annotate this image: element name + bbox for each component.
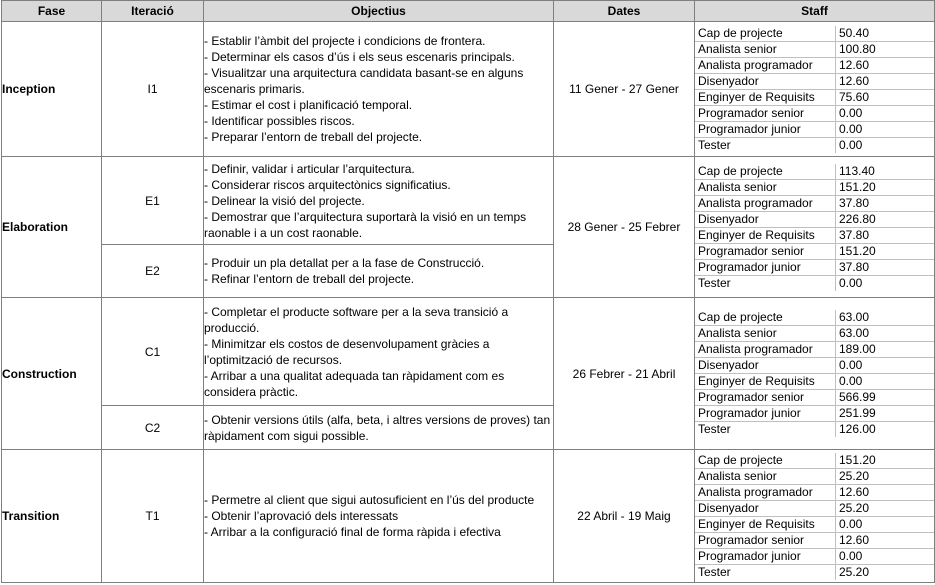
header-staff: Staff bbox=[695, 1, 935, 22]
staff-row bbox=[695, 73, 934, 89]
phase-dates: 28 Gener - 25 Febrer bbox=[554, 157, 695, 298]
staff-value: 12.60 bbox=[836, 73, 935, 89]
iteration-objectives bbox=[204, 298, 554, 406]
staff-role: Programador junior bbox=[695, 121, 836, 137]
staff-row bbox=[695, 105, 934, 121]
phase-staff bbox=[695, 450, 935, 583]
staff-value: 0.00 bbox=[836, 105, 935, 121]
project-plan-table bbox=[1, 0, 935, 583]
iteration-id: T1 bbox=[102, 450, 204, 583]
staff-row bbox=[695, 500, 934, 516]
staff-row bbox=[695, 342, 934, 358]
staff-row bbox=[695, 275, 934, 291]
staff-row bbox=[695, 57, 934, 73]
staff-row bbox=[695, 26, 934, 42]
phase-dates: 11 Gener - 27 Gener bbox=[554, 22, 695, 157]
staff-role: Cap de projecte bbox=[695, 310, 836, 326]
table-row bbox=[2, 298, 935, 406]
staff-value: 151.20 bbox=[836, 179, 935, 195]
staff-role: Analista programador bbox=[695, 484, 836, 500]
iteration-id: I1 bbox=[102, 22, 204, 157]
staff-row bbox=[695, 374, 934, 390]
objective-item: - Identificar possibles riscos. bbox=[204, 114, 355, 128]
phase-name-elaboration: Elaboration bbox=[2, 157, 102, 298]
staff-row bbox=[695, 326, 934, 342]
staff-role: Disenyador bbox=[695, 73, 836, 89]
staff-table bbox=[695, 310, 934, 437]
staff-value: 37.80 bbox=[836, 227, 935, 243]
staff-role: Cap de projecte bbox=[695, 164, 836, 180]
staff-value: 151.20 bbox=[836, 243, 935, 259]
iteration-id: E2 bbox=[102, 245, 204, 298]
iteration-objectives bbox=[204, 406, 554, 450]
staff-table bbox=[695, 164, 934, 291]
staff-row bbox=[695, 390, 934, 406]
staff-table bbox=[695, 26, 934, 153]
iteration-objectives bbox=[204, 157, 554, 245]
staff-role: Enginyer de Requisits bbox=[695, 89, 836, 105]
objective-item: - Obtenir versions útils (alfa, beta, i altres versions de proves) tan ràpidament com sigui possible. bbox=[204, 412, 551, 443]
staff-row bbox=[695, 227, 934, 243]
header-row bbox=[2, 1, 935, 22]
staff-role: Analista programador bbox=[695, 195, 836, 211]
objective-item: - Determinar els casos d’ús i els seus escenaris principals. bbox=[204, 50, 515, 64]
iteration-objectives bbox=[204, 22, 554, 157]
staff-value: 63.00 bbox=[836, 310, 935, 326]
staff-value: 566.99 bbox=[836, 390, 935, 406]
staff-value: 0.00 bbox=[839, 137, 863, 152]
staff-row bbox=[695, 516, 934, 532]
staff-role: Enginyer de Requisits bbox=[695, 516, 836, 532]
objective-item: - Obtenir l’aprovació dels interessats bbox=[204, 509, 399, 523]
objective-item: - Arribar a la configuració final de forma ràpida i efectiva bbox=[204, 525, 501, 539]
staff-role: Tester bbox=[695, 564, 836, 580]
staff-role: Analista programador bbox=[695, 57, 836, 73]
objective-item: - Considerar riscos arquitectònics significatius. bbox=[204, 177, 451, 192]
staff-value: 0.00 bbox=[836, 548, 935, 564]
header-iteracio: Iteració bbox=[102, 1, 204, 22]
staff-role: Analista senior bbox=[695, 41, 836, 57]
header-fase: Fase bbox=[2, 1, 102, 22]
staff-role: Tester bbox=[695, 275, 836, 291]
staff-row bbox=[695, 484, 934, 500]
table-row bbox=[2, 22, 935, 157]
staff-role: Cap de projecte bbox=[695, 26, 836, 42]
objective-item: - Permetre al client que sigui autosuficient en l’ús del producte bbox=[204, 493, 535, 507]
staff-value: 12.60 bbox=[836, 484, 935, 500]
staff-row bbox=[695, 468, 934, 484]
staff-row bbox=[695, 164, 934, 180]
objective-item: - Estimar el cost i planificació temporal. bbox=[204, 98, 413, 112]
staff-value: 12.60 bbox=[836, 532, 935, 548]
staff-value: 12.60 bbox=[836, 57, 935, 73]
staff-role: Enginyer de Requisits bbox=[695, 227, 836, 243]
staff-role: Enginyer de Requisits bbox=[695, 374, 836, 390]
staff-value: 189.00 bbox=[836, 342, 935, 358]
staff-role: Programador senior bbox=[695, 532, 836, 548]
staff-value: 126.00 bbox=[839, 422, 876, 436]
staff-row bbox=[695, 259, 934, 275]
phase-staff bbox=[695, 22, 935, 157]
phase-name-transition: Transition bbox=[2, 450, 102, 583]
table-row bbox=[2, 450, 935, 583]
staff-role: Programador junior bbox=[695, 406, 836, 422]
staff-role: Cap de projecte bbox=[695, 453, 836, 469]
phase-name-inception: Inception bbox=[2, 22, 102, 157]
iteration-objectives bbox=[204, 245, 554, 298]
phase-name-construction: Construction bbox=[2, 298, 102, 450]
staff-value: 25.20 bbox=[839, 564, 870, 579]
phase-dates: 26 Febrer - 21 Abril bbox=[554, 298, 695, 450]
staff-value: 0.00 bbox=[836, 358, 935, 374]
objective-item: - Arribar a una qualitat adequada tan ràpidament com es considera pràctic. bbox=[204, 368, 505, 399]
staff-value: 113.40 bbox=[836, 164, 935, 180]
staff-row bbox=[695, 453, 934, 469]
objective-item: - Demostrar que l’arquitectura suportarà la visió en un temps raonable i a un cost raonable. bbox=[204, 209, 527, 240]
staff-role: Programador junior bbox=[695, 548, 836, 564]
staff-value: 251.99 bbox=[836, 406, 935, 422]
staff-value: 25.20 bbox=[836, 468, 935, 484]
staff-value: 0.00 bbox=[839, 275, 863, 290]
staff-value: 63.00 bbox=[836, 326, 935, 342]
header-objectius: Objectius bbox=[204, 1, 554, 22]
staff-value: 50.40 bbox=[836, 26, 935, 42]
phase-staff bbox=[695, 157, 935, 298]
staff-value: 100.80 bbox=[836, 41, 935, 57]
staff-role: Analista senior bbox=[695, 179, 836, 195]
staff-role: Disenyador bbox=[695, 358, 836, 374]
phase-staff bbox=[695, 298, 935, 450]
staff-role: Programador senior bbox=[695, 105, 836, 121]
staff-role: Programador junior bbox=[695, 259, 836, 275]
staff-role: Disenyador bbox=[695, 500, 836, 516]
objective-item: - Completar el producte software per a la seva transició a producció. bbox=[204, 304, 509, 335]
staff-row bbox=[695, 310, 934, 326]
staff-value: 37.80 bbox=[836, 195, 935, 211]
iteration-id: C2 bbox=[102, 406, 204, 450]
staff-row bbox=[695, 243, 934, 259]
staff-row bbox=[695, 41, 934, 57]
objective-item: - Refinar l’entorn de treball del projecte. bbox=[204, 272, 415, 286]
objective-item: - Definir, validar i articular l’arquitectura. bbox=[204, 161, 415, 176]
staff-row bbox=[695, 406, 934, 422]
staff-row bbox=[695, 195, 934, 211]
staff-role: Programador senior bbox=[695, 390, 836, 406]
staff-value: 37.80 bbox=[836, 259, 935, 275]
objective-item: - Minimitzar els costos de desenvolupament gràcies a l’optimització de recursos. bbox=[204, 336, 490, 367]
staff-value: 226.80 bbox=[836, 211, 935, 227]
staff-row bbox=[695, 564, 934, 580]
staff-value: 151.20 bbox=[836, 453, 935, 469]
staff-table bbox=[695, 453, 934, 580]
staff-row bbox=[695, 211, 934, 227]
staff-role: Tester bbox=[695, 422, 836, 438]
staff-row bbox=[695, 121, 934, 137]
objective-item: - Delinear la visió del projecte. bbox=[204, 193, 365, 208]
staff-value: 0.00 bbox=[836, 121, 935, 137]
staff-row bbox=[695, 548, 934, 564]
staff-value: 0.00 bbox=[836, 374, 935, 390]
staff-role: Analista senior bbox=[695, 326, 836, 342]
objective-item: - Preparar l’entorn de treball del projecte. bbox=[204, 130, 423, 144]
staff-role: Tester bbox=[695, 137, 836, 153]
staff-value: 0.00 bbox=[836, 516, 935, 532]
objective-item: - Establir l’àmbit del projecte i condicions de frontera. bbox=[204, 34, 486, 48]
objective-item: - Visualitzar una arquitectura candidata basant-se en alguns escenaris primaris. bbox=[204, 66, 524, 96]
iteration-id: C1 bbox=[102, 298, 204, 406]
staff-role: Disenyador bbox=[695, 211, 836, 227]
phase-dates: 22 Abril - 19 Maig bbox=[554, 450, 695, 583]
staff-role: Analista senior bbox=[695, 468, 836, 484]
staff-row bbox=[695, 179, 934, 195]
staff-row bbox=[695, 358, 934, 374]
staff-value: 25.20 bbox=[836, 500, 935, 516]
staff-row bbox=[695, 89, 934, 105]
iteration-id: E1 bbox=[102, 157, 204, 245]
staff-row bbox=[695, 532, 934, 548]
header-dates: Dates bbox=[554, 1, 695, 22]
staff-role: Analista programador bbox=[695, 342, 836, 358]
staff-value: 75.60 bbox=[836, 89, 935, 105]
objective-item: - Produir un pla detallat per a la fase de Construcció. bbox=[204, 256, 485, 270]
staff-role: Programador senior bbox=[695, 243, 836, 259]
iteration-objectives bbox=[204, 450, 554, 583]
staff-row bbox=[695, 422, 934, 438]
staff-row bbox=[695, 137, 934, 153]
table-row bbox=[2, 157, 935, 245]
